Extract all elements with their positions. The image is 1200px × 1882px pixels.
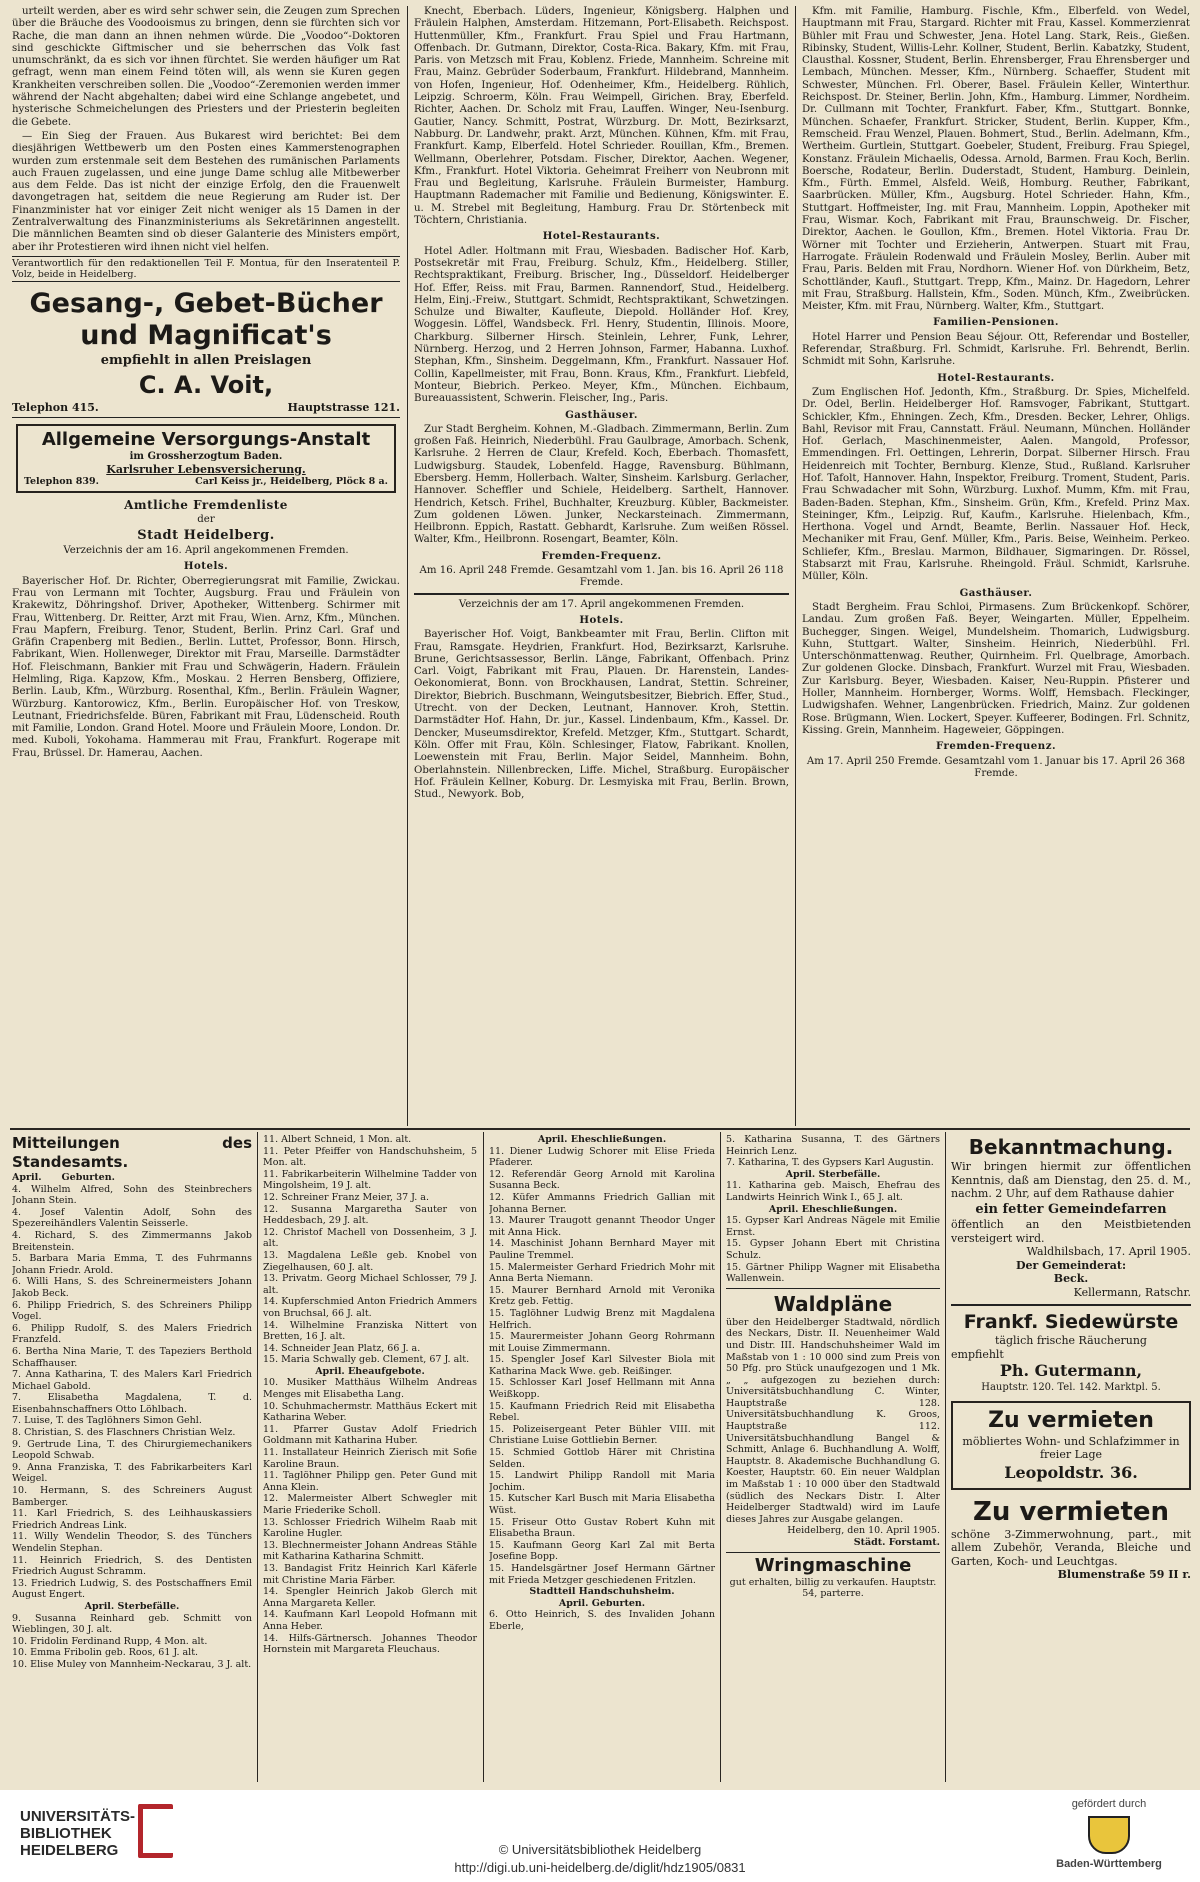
hotel-entries-continued: Knecht, Eberbach. Lüders, Ingenieur, Königsberg. Halphen und Fräulein Halphen, Amsterdam. Hitzemann, Port-Elisabeth. Reichspost. Huttenmüller, Kfm., Frankfurt. Frau Spiel und Frau Hartmann, Offenbach. Dr. Gutmann, Direktor, Costa-Rica. Bakary, Kfm. mit Frau, Paris. von Metzsch mit Frau, Koblenz. Friede, Mannheim. Schreine mit Frau, Mainz. Gebrüder Soderbaum, Frankfurt. Hildebrand, Mannheim. von Hofen, Ingenieur, Hof. Odenheimer, Kfm., Heidelberg. Rühlich, Leipzig. Schroerm, Köln. Frau Weimpell, Girichen. Bray, Eberfeld. Richter, Aachen. Dr. Scholz mit Frau, Lauffen. Winger, Neu-Isenburg. Gautier, Nancy. Schmitt, Postrat, Würzburg. Dr. Mott, Bezirksarzt, Nabburg. Dr. Landwehr, prakt. Arzt, München. Kühnen, Kfm. mit Frau, Frankfurt. Kamp, Elberfeld. Hotel Schrieder. Rouillan, Kfm., Bremen. Wellmann, Oberlehrer, Potsdam. Fischer, Direktor, Aachen. Wegener, Kfm., Frankfurt. Hotel Viktoria. Geheimrat Freiherr von Neubronn mit Frau und Begleitung, Karlsruhe. Fräulein Burmeister, Hamburg. Hauptmann Rademacher mit Familie und Bedienung, Königswinter. E. u. M. Strebel mit Begleitung, Hamburg. Frau Dr. Störtenbeck mit Töchtern, Christiania. [414,6,789,227]
register-entry: 15. Kaufmann Georg Karl Zal mit Berta Josefine Bopp. [489,1539,715,1563]
register-entry: 12. Schreiner Franz Meier, 37 J. a. [263,1191,429,1203]
register-entry: April. Geburten. [558,1597,646,1609]
wringmaschine-title: Wringmaschine [754,1554,912,1576]
register-entry: 11. Willy Wendelin Theodor, S. des Tünchers Wendelin Stephan. [12,1531,252,1554]
register-entry: 15. Schlosser Karl Josef Hellmann mit Anna Weißkopp. [489,1377,715,1401]
register-entry: 12. Küfer Ammanns Friedrich Gallian mit Johanna Berner. [489,1191,715,1215]
ad2-line3: Karlsruher Lebensversicherung. [106,462,306,476]
ad2-title: Allgemeine Versorgungs-Anstalt [41,429,371,451]
register-entry: 12. Susanna Margaretha Sauter von Heddesbach, 29 J. alt. [263,1203,477,1227]
hotels-heading: Hotels. [183,560,229,573]
register-entry: April. Eheschließungen. [537,1134,667,1145]
register-entry: 7. Anna Katharina, T. des Malers Karl Friedrich Michael Gabold. [12,1369,252,1392]
register-entry: 13. Maurer Traugott genannt Theodor Unger mit Anna Hick. [489,1215,715,1238]
register-entry: 14. Wilhelmine Franziska Nittert von Bretten, 16 J. alt. [263,1319,477,1343]
register-entry: 11. Fabrikarbeiterin Wilhelmine Tadder von Mingolsheim, 19 J. alt. [263,1168,477,1192]
column-rule [407,6,408,1126]
list-title: Amtliche Fremdenliste [124,498,288,513]
hotel-entries-3: Kfm. mit Familie, Hamburg. Fischle, Kfm., Elberfeld. von Wedel, Hauptmann mit Frau, Stargard. Richter mit Frau, Kassel. Kommerzienrat Bühler mit Frau und Schwester, Jena. Hotel Lang. Stark, Reis., Gießen. Ribinsky, Student, Willis-Lehr. Kollner, Student, Berlin. Kabatzky, Student, Clausthal. Kossner, Student, Berlin. Ehrensberger, Frau Ehrensberger und Lembach, München. Messer, Kfm., Nürnberg. Schaeffer, Student mit Schwester, München. Frl. Oberer, Basel. Fräulein Keller, Winterthur. Reichspost. Dr. Steiner, Berlin. John, Kfm., Hamburg. Limmer, Nordheim. Dr. Cullmann mit Tochter, Frankfurt. Faber, Kfm., Stuttgart. Bonnke, München. Schaefer, Frankfurt. Stricker, Student, Berlin. Kupper, Kfm., Remscheid. Frau Wenzel, Plauen. Bohmert, Stud., Berlin. Adelmann, Kfm., Wertheim. Gurtlein, Stuttgart. Goebeler, Student, Freiburg. Frau Spiegel, Konstanz. Fräulein Michaelis, Odessa. Arnold, Barmen. Frau Koch, Berlin. Boersche, Rodateur, Berlin. Duderstadt, Student, Hamburg. Deinlein, Kfm., Fürth. Emmel, Alsfeld. Weiß, Homburg. Reuther, Fabrikant, Saarbrücken. Müller, Kfm., Augsburg. Hotel Schrieder. Hahn, Kfm., Stuttgart. Hoffmeister, Ing. mit Frau, Mannheim. Loppin, Apotheker mit Frau, Wismar. Koch, Fabrikant mit Frau, Braunschweig. Dr. Fischer, Direktor, Aachen. le Goullon, Kfm., Bremen. Hotel Viktoria. Frau Dr. Wörner mit Tochter und Erzieherin, Antwerpen. Stuart mit Frau, Harrogate. Fräulein Rodenwald und Fräulein Mosley, Berlin. Auber mit Frau, Paris. Belden mit Frau, Nordhorn. Wiener Hof. von Dürkheim, Betz, Schottländer, Kaufl., Stuttgart. Trepp, Kfm., Mainz. Dr. Hagedorn, Lehrer mit Frau, Straßburg. Hallstein, Kfm., Soden. Münch, Kfm., Zweibrücken. Meister, Kfm. mit Frau, Nürnberg. Walter, Kfm., Stuttgart. [802,6,1190,313]
list-title-der: der [197,514,215,526]
state-name: Baden-Württemberg [1056,1858,1162,1870]
column-rule [945,1132,946,1782]
bekanntmachung-clerk: Kellermann, Ratschr. [1073,1285,1191,1299]
register-entry: 11. Katharina geb. Maisch, Ehefrau des Landwirts Heinrich Wink I., 65 J. alt. [726,1180,940,1203]
column-rule [483,1132,484,1782]
register-entry: 10. Elise Muley von Mannheim-Neckarau, 3 J. alt. [12,1658,252,1670]
register-entry: 14. Kupferschmied Anton Friedrich Ammers von Bruchsal, 66 J. alt. [263,1296,477,1319]
register-entry: 14. Hilfs-Gärtnersch. Johannes Theodor Hornstein mit Margareta Fleuchaus. [263,1632,477,1656]
ad-gesangbuecher [12,284,400,418]
vermieten2-address: Blumenstraße 59 II r. [1057,1568,1191,1581]
register-entry: 5. Barbara Maria Emma, T. des Fuhrmanns Johann Friedr. Arold. [12,1253,252,1276]
hotels2-heading: Hotels. [579,613,624,626]
register-entry: 12. Christof Machell von Dossenheim, 3 J. alt. [263,1226,477,1250]
register-entry: 15. Malermeister Gerhard Friedrich Mohr mit Anna Berta Niemann. [489,1261,715,1285]
register-entry: 8. Christian, S. des Flaschners Christian Welz. [12,1427,236,1439]
register-entry: 15. Landwirt Philipp Randoll mit Maria Jochim. [489,1470,715,1493]
copyright-text: © Universitätsbibliothek Heidelberg [498,1842,702,1857]
register-entry: 10. Hermann, S. des Schreiners August Bamberger. [12,1485,252,1508]
bekanntmachung-text2: öffentlich an den Meistbietenden versteigert wird. [951,1218,1191,1245]
ad-phone: Telephon 415. [12,400,99,414]
siedewuerste-line1: täglich frische Räucherung [995,1334,1147,1347]
standesamt-title: Mitteilungen des Standesamts. [12,1134,252,1171]
ad-address: Hauptstrasse 121. [287,400,400,414]
hotel-entries-2: Bayerischer Hof. Voigt, Bankbeamter mit Frau, Berlin. Clifton mit Frau, Ramsgate. Heydrien, Frankfurt. Hod, Bezirksarzt, Karlsruhe. Brune, Gerichtsassessor, Berlin. Länge, Fabrikant, Offenbach. Prinz Carl. Voigt, Fabrikant mit Frau, Plauen. Dr. Harenstein, Landes-Oekonomierat, Bonn. von Brockhausen, Landrat, Stettin. Schreiner, Direktor, Biebrich. Buschmann, Weingutsbesitzer, Biebrich. Effer, Stud., Utrecht. von der Decken, Leutnant, Hannover. Kroh, Stettin. Darmstädter Hof. Hahn, Dr. jur., Kassel. Lindenbaum, Kfm., Kassel. Dr. Dencker, Museumsdirektor, Krefeld. Metzger, Kfm., Stuttgart. Schardt, Köln. Offer mit Frau, Köln. Schlesinger, Flatow, Fabrikant. Knollen, Loewenstein mit Frau, Berlin. Major Seidel, Mannheim. Bohn, Oberlahnstein. Nillenbrecken, Liffe. Michel, Straßburg. Europäischer Hof. Fräulein Kellner, Koburg. Dr. Lesmyiska mit Frau, Berlin. Brown, Stud., Newyork. Bob, [414,629,789,801]
ad-subline: empfiehlt in allen Preislagen [100,352,312,368]
register-entry: 9. Gertrude Lina, T. des Chirurgiemechanikers Leopold Schwab. [12,1438,252,1462]
register-entry: 14. Maschinist Johann Bernhard Mayer mit Pauline Tremmel. [489,1238,715,1261]
register-entry: 15. Maurer Bernhard Arnold mit Veronika Kretz geb. Fettig. [489,1284,715,1308]
pensionen-entries: Hotel Harrer und Pension Beau Séjour. Ott, Referendar und Bosteller, Referendar, Straßburg. Frl. Schmidt, Karlsruhe. Frl. Behrendt, Berlin. Schmidt mit Sohn, Karlsruhe. [802,331,1190,368]
register-entry: 7. Elisabetha Magdalena, T. d. Eisenbahnschaffners Otto Löhlbach. [12,1392,252,1415]
hotel-entries: Bayerischer Hof. Dr. Richter, Oberregierungsrat mit Familie, Zwickau. Frau von Lermann mit Tochter, Augsburg. Frau und Fräulein von Krakewitz, Döhringshof. Driver, Apotheker, Wittenberg. Schirmer mit Frau, Wittenberg. Dr. Reitter, Arzt mit Frau, Wien. Arnz, Kfm., München. Frau Mapfern, Freiburg. Tenor, Student, Berlin. Prinz Carl. Graf und Gräfin Crapenberg mit Bedien., Berlin. Luttet, Professor, Bonn. Hirsch, Fabrikant, Wien. Hollenweger, Direktor mit Frau, Marseille. Darmstädter Hof. Fleischmann, Bankier mit Frau und Schwägerin, Hadern. Fräulein Helmling, Riga. Kapzow, Kfm., Moskau. 2 Herren Bensberg, Offiziere, Berlin. Laub, Kfm., Würzburg. Rosenthal, Kfm., Berlin. Fräulein Wagner, Würzburg. Kantorowicz, Kfm., Berlin. Europäischer Hof. von Treskow, Leutnant, Friedrichsfelde. Büren, Fabrikant mit Frau, Lüdenscheid. Routh mit Familie, London. Grand Hotel. Moore und Fräulein Moore, London. Dr. med. Kuboli, Yokohama. Hammerau mit Frau, Frankfurt. Rogerape mit Frau, Brüssel. Dr. Hamerau, Aachen. [12,575,400,759]
waldplaene-text: über den Heidelberger Stadtwald, nördlich des Neckars, Distr. II. Neuenheimer Wald und Distr. III. Handschuhsheimer Wald im Maßstab von 1 : 10 000 sind zum Preis von 50 Pfg. pro Stück unaufgezogen und 1 Mk. „ „ aufgezogen zu beziehen durch: Universitätsbuchhandlung C. Winter, Hauptstraße 128. Universitätsbuchhandlung K. Groos, Hauptstraße 112. Universitätsbuchhandlung Bangel & Schmitt, Anlage 6. Buchhandlung A. Wolff, Hauptstr. 8. Akademische Buchhandlung G. Koester, Hauptstr. 60. Ein neuer Waldplan im Maßstab 1 : 10 000 über den Stadtwald (südlich des Neckars Distr. I. Alter Heidelberger Stadtwald) wird im Laufe dieses Jahres zur Ausgabe gelangen. [726,1316,940,1525]
restaurant3-entries: Zum Englischen Hof. Jedonth, Kfm., Straßburg. Dr. Spies, Michelfeld. Dr. Odel, Berlin. Heidelberger Hof. Ramsvoger, Fabrikant, Stuttgart. Schickler, Kfm., Ehningen. Zech, Kfm., Dresden. Becker, Lehrer, Ohligs. Bahl, Revisor mit Frau, Cannstatt. Fräul. Neumann, München. Holländer Hof. Gerlach, Maschinenmeister, Aalen. Mangold, Professor, Emmendingen. Frl. Oettingen, Lehrerin, Dorpat. Silberner Hirsch. Frau Heidenreich mit Tochter, Bernburg. Klenze, Stud., Rußland. Karlsruher Hof. Tafolt, Hannover. Hahn, Inspektor, Freiburg. Troment, Student, Paris. Frau Schwadacher mit Sohn, Würzburg. Luxhof. Mumm, Kfm. mit Frau, Baden-Baden. Stephan, Kfm., Sinsheim. Grün, Kfm., Krefeld. Prinz Max. Steininger, Kfm., Leipzig. Ruf, Kaufm., Karlsruhe. Hielenbach, Kfm., Herthona. Vogel und Arndt, Beamte, Berlin. Nassauer Hof. Heck, Mechaniker mit Frau, Genf. Müller, Kfm., Paris. Beise, Weinheim. Perkeo. Schliefer, Kfm., Breslau. Marmon, Bildhauer, Sigmaringen. Dr. Rössel, Stabsarzt mit Frau, Karlsruhe. Rheingold. Fräul. Schmidt, Karlsruhe. Müller, Köln. [802,386,1190,583]
gasthauser3-entries: Stadt Bergheim. Frau Schloi, Pirmasens. Zum Brückenkopf. Schörer, Landau. Zum großen Faß. Beyer, Weingarten. Müller, Eppelheim. Buchegger, Singen. Weigel, Mundelsheim. Thomarich, Ludwigsburg. Kuhn, Stuttgart. Walter, Sinsheim. Heinrich, Niederbühl. Frl. Unterschönmattenwag. Reuther, Quirnheim. Frl. Quelbrage, Amorbach. Zur goldenen Glocke. Dinsbach, Frankfurt. Wurzel mit Frau, Wiesbaden. Zur Karlsburg. Beyer, Wiesbaden. Kaiser, Neu-Ruppin. Pfisterer und Holler, Mannheim. Hornberger, Worms. Wolff, Hemsbach. Fleckinger, Ludwigshafen. Wehner, Langenbrücken. Friedrich, Mainz. Zur goldenen Rose. Brügmann, Wien. Lockert, Speyer. Kuffeerer, Bodingen. Frl. Schnitz, Kissing. Grein, Mannheim. Hageweier, Göppingen. [802,601,1190,736]
column-1 [12,6,400,1124]
ad2-agent: Carl Keiss jr., Heidelberg, Plöck 8 a. [195,475,388,487]
register-entry: 15. Gärtner Philipp Wagner mit Elisabetha Wallenwein. [726,1261,940,1285]
frequency3-heading: Fremden-Frequenz. [935,740,1057,753]
register-entry: 5. Katharina Susanna, T. des Gärtners Heinrich Lenz. [726,1134,940,1157]
frequency-text: Am 16. April 248 Fremde. Gesamtzahl vom 1. Jan. bis 16. April 26 118 Fremde. [414,565,789,595]
restaurants-heading: Hotel-Restaurants. [542,230,661,243]
register-entry: 15. Gypser Johann Ebert mit Christina Schulz. [726,1238,940,1261]
register-entry: 13. Bandagist Fritz Heinrich Karl Käferle mit Christine Maria Färber. [263,1562,477,1586]
permalink-url[interactable]: http://digi.ub.uni-heidelberg.de/diglit/hdz1905/0831 [454,1860,746,1875]
register-entry: 10. Fridolin Ferdinand Rupp, 4 Mon. alt. [12,1635,208,1647]
register-entry: 15. Polizeisergeant Peter Bühler VIII. mit Christiane Luise Gottliebin Berner. [489,1423,715,1447]
restaurant-entries: Hotel Adler. Holtmann mit Frau, Wiesbaden. Badischer Hof. Karb, Postsekretär mit Frau, Freiburg. Schulz, Kfm., Heidelberg. Stiller, Rechtspraktikant, Freiburg. Brischer, Ing., Düsseldorf. Heidelberger Hof. Effer, Reiss. mit Frau, Barmen. Rannendorf, Stud., Heidelberg. Helm, Einj.-Freiw., Stuttgart. Schmidt, Rechtspraktikant, Schwetzingen. Schulze und Biwalter, Kaufleute, Diepold. Holländer Hof. Krey, Woggesin. Löffel, Wandsbeck. Frl. Henry, Studentin, Illinois. Moore, Charkburg. Silberner Hirsch. Steinlein, Lehrer, Funk, Lehrer, Nürnberg. Herzog, und 2 Herren Johnson, Farmer, Habanna. Luxhof. Stephan, Kfm., Sinsheim. Deggelmann, Kfm., Frankfurt. Nassauer Hof. Collin, Kapellmeister, mit Frau, Bonn. Kraus, Kfm., Frankfurt. Liebfeld, Monteur, Biebrich. Perkeo. Meyer, Kfm., München. Eichbaum, Bureauassistent, Schwerin. Fleischer, Ing., Paris. [414,245,789,405]
ad-versorgungs-anstalt [16,424,396,493]
siedewuerste-address: Hauptstr. 120. Tel. 142. Marktpl. 5. [981,1382,1161,1393]
frequency-heading: Fremden-Frequenz. [541,549,662,562]
register-entry: April. Eheaufgebote. [315,1365,425,1377]
register-entry: 13. Schlosser Friedrich Wilhelm Raab mit Karoline Hugler. [263,1516,477,1540]
funding-badge [1050,1798,1168,1870]
register-entry: 11. Peter Pfeiffer von Handschuhsheim, 5 Mon. alt. [263,1145,477,1169]
register-entry: 13. Blechnermeister Johann Andreas Stähle mit Katharina Katharina Schmitt. [263,1539,477,1563]
register-entry: 15. Spengler Josef Karl Silvester Biola mit Katharina Mack Wwe. geb. Reißinger. [489,1354,715,1377]
gasthauser3-heading: Gasthäuser. [959,586,1033,599]
article-continuation: urteilt werden, aber es wird sehr schwer sein, die Zeugen zum Sprechen über die Bräuche des Voodooismus zu bringen, denn sie fürchten sich vor Rache, die man dann an ihnen nehmen würde. Die „Voodoo“-Doktoren sind geschickte Giftmischer und sie beherrschen das Volk fast unumschränkt, da es sich vor ihnen fürchtet. Sie werden häufiger um Rat gefragt, wenn man einem Feind töten will, als wenn sie Kuren gegen Krankheiten verschreiben sollen. Die „Voodoo“-Zeremonien werden immer während der Nacht abgehalten; dabei wird eine Schlange angebetet, und hysterische Schmeichelungen des Priesters und der Priesterin begleiten die Gebete. [12,6,400,128]
register-entry: 6. Philipp Rudolf, S. des Malers Friedrich Franzfeld. [12,1322,252,1346]
births-list [12,1184,252,1671]
register-entry: 4. Wilhelm Alfred, Sohn des Steinbrechers Johann Stein. [12,1183,252,1207]
register-entry: 11. Heinrich Friedrich, S. des Dentisten Friedrich August Schramm. [12,1554,252,1578]
funded-by-text: gefördert durch [1071,1798,1147,1810]
register-entry: 13. Friedrich Ludwig, S. des Postschaffners Emil August Engert. [12,1577,252,1601]
gasthauser-heading: Gasthäuser. [565,408,638,421]
bekanntmachung-name: Beck. [1053,1272,1089,1285]
standesamt-column-b [263,1134,477,1782]
column-e [951,1134,1191,1782]
section-rule [10,1128,1190,1130]
register-entry: Stadtteil Handschuhsheim. [529,1586,675,1598]
ad2-phone: Telephon 839. [24,475,99,487]
coat-of-arms-icon [1088,1816,1130,1854]
bekanntmachung-text: Wir bringen hiermit zur öffentlichen Kenntnis, daß am Dienstag, den 25. d. M., nachm. 2 Uhr, auf dem Rathause dahier [951,1160,1191,1200]
column-rule [720,1132,721,1782]
register-entry: 9. Susanna Reinhard geb. Schmitt von Wieblingen, 30 J. alt. [12,1612,252,1636]
register-entry: 14. Kaufmann Karl Leopold Hofmann mit Anna Heber. [263,1609,477,1632]
register-entry: 10. Musiker Matthäus Wilhelm Andreas Menges mit Elisabetha Lang. [263,1377,477,1401]
waldplaene-sign: Städt. Forstamt. [853,1537,940,1548]
column-rule [795,6,796,1126]
register-entry: 14. Schneider Jean Platz, 66 J. a. [263,1342,421,1354]
register-entry: 4. Richard, S. des Zimmermanns Jakob Breitenstein. [12,1229,252,1253]
geburten-heading: Geburten. [61,1172,115,1183]
register-entry: 12. Referendär Georg Arnold mit Karolina Susanna Beck. [489,1168,715,1192]
column-rule [257,1132,258,1782]
month-label: April. [12,1172,42,1183]
frequency3-text: Am 17. April 250 Fremde. Gesamtzahl vom 1. Januar bis 17. April 26 368 Fremde. [806,755,1186,779]
column-d [726,1134,940,1782]
list-subtitle: Verzeichnis der am 16. April angekommenen Fremden. [63,545,349,557]
library-name-1: UNIVERSITÄTS- [20,1808,136,1825]
pensionen-heading: Familien-Pensionen. [933,316,1059,329]
bekanntmachung-item: ein fetter Gemeindefarren [975,1201,1167,1217]
marriages-list [489,1134,715,1633]
register-entry: 15. Maria Schwally geb. Clement, 67 J. alt. [263,1354,470,1366]
responsible-editors: Verantwortlich für den redaktionellen Teil F. Montua, für den Inseratenteil P. Volz, beide in Heidelberg. [12,257,400,280]
list2-subtitle: Verzeichnis der am 17. April angekommenen Fremden. [458,598,745,610]
vermieten2-title: Zu vermieten [972,1496,1170,1527]
register-entry: 15. Maurermeister Johann Georg Rohrmann mit Louise Zimmermann. [489,1331,715,1354]
column-2 [414,6,789,1124]
ad-title-line1: Gesang-, Gebet-Bücher [29,287,383,319]
register-entry: April. Sterbefälle. [785,1168,881,1180]
register-entry: 11. Karl Friedrich, S. des Leihhauskassiers Friedrich Andreas Link. [12,1508,252,1531]
register-entry: 11. Pfarrer Gustav Adolf Friedrich Goldmann mit Katharina Huber. [263,1423,477,1447]
register-entry: 14. Spengler Heinrich Jakob Glerch mit Anna Margareta Keller. [263,1586,477,1609]
register-entry: 13. Privatm. Georg Michael Schlosser, 79 J. alt. [263,1273,477,1296]
register-entry: 7. Katharina, T. des Gypsers Karl Augustin. [726,1157,934,1169]
siedewuerste-title: Frankf. Siedewürste [963,1311,1179,1333]
handschuhsheim-list [726,1134,940,1285]
register-entry: 15. Gypser Karl Andreas Nägele mit Emilie Ernst. [726,1215,940,1238]
library-name-3: HEIDELBERG [20,1842,119,1859]
register-entry: 11. Albert Schneid, 1 Mon. alt. [263,1134,412,1145]
vermieten2-text: schöne 3-Zimmerwohnung, part., mit allem Zubehör, Veranda, Bleiche und Garten, Koch- und Leuchtgas. [951,1527,1191,1568]
register-entry: 6. Philipp Friedrich, S. des Schreiners Philipp Vogel. [12,1299,252,1323]
register-entry: 15. Kutscher Karl Busch mit Maria Elisabetha Wüst. [489,1493,715,1516]
vermieten1-title: Zu vermieten [988,1407,1154,1433]
wringmaschine-text: gut erhalten, billig zu verkaufen. Hauptstr. 54, parterre. [729,1576,937,1600]
bekanntmachung-title: Bekanntmachung. [968,1135,1174,1159]
register-entry: 13. Magdalena Leßle geb. Knobel von Ziegelhausen, 60 J. alt. [263,1249,477,1273]
restaurants3-heading: Hotel-Restaurants. [937,371,1055,384]
register-entry: 11. Installateur Heinrich Zierisch mit Sofie Karoline Braun. [263,1447,477,1470]
waldplaene-date: Heidelberg, den 10. April 1905. [787,1525,940,1537]
gasthauser-entries: Zur Stadt Bergheim. Kohnen, M.-Gladbach. Zimmermann, Berlin. Zum großen Faß. Heinrich, Niederbühl. Frau Gaulbrage, Amorbach. Schenk, Karlsruhe. 2 Herren de Claur, Krefeld. Koch, Eberbach. Thomasfett, Ludwigsburg. Staudek, Lobenfeld. Hagge, Ravensburg. Bühlmann, Ebersberg. Hemm, Hollerbach. Walter, Sinsheim. Karlsburg. Gerlacher, Hannover. Scheffler und Schiele, Heidelberg. Sarthelt, Hannover. Hendrich, Ketsch. Frihel, Buchhalter, Kreuzburg. Kübler, Backmeister. Zum goldenen Löwen. Junker, Neckarsteinach. Zimmermann, Heilbronn. Eppich, Rastatt. Gebhardt, Karlsruhe. Zum weißen Rössel. Walter, Kfm., Heilbronn. Rosengart, Beamter, Köln. [414,423,789,546]
vermieten1-address: Leopoldstr. 36. [1004,1462,1138,1482]
register-entry: 10. Schuhmachermstr. Matthäus Eckert mit Katharina Weber. [263,1400,477,1424]
ad2-line2: im Grossherzogtum Baden. [129,451,283,463]
siedewuerste-line2: empfiehlt [951,1347,1004,1361]
register-entry: 7. Luise, T. des Taglöhners Simon Gehl. [12,1415,202,1427]
register-entry: 15. Taglöhner Ludwig Brenz mit Magdalena Helfrich. [489,1307,715,1331]
register-entry: 9. Anna Franziska, T. des Fabrikarbeiters Karl Weigel. [12,1461,252,1485]
register-entry: 15. Handelsgärtner Josef Hermann Gärtner mit Frieda Metzger geschiedenen Fritzlen. [489,1562,715,1586]
bekanntmachung-date: Waldhilsbach, 17. April 1905. [1026,1245,1191,1258]
vermieten1-text: möbliertes Wohn- und Schlafzimmer in freier Lage [962,1434,1180,1461]
register-entry: 15. Schmied Gottlob Härer mit Christina Selden. [489,1447,715,1470]
register-entry: 15. Kaufmann Friedrich Reid mit Elisabetha Rebel. [489,1400,715,1424]
register-entry: 11. Diener Ludwig Schorer mit Elise Frieda Pfaderer. [489,1145,715,1169]
register-entry: 6. Otto Heinrich, S. des Invaliden Johann Eberle, [489,1609,715,1632]
siedewuerste-name: Ph. Gutermann, [999,1361,1143,1380]
column-3 [802,6,1190,1124]
register-entry: 12. Malermeister Albert Schwegler mit Marie Friederike Scholl. [263,1493,477,1516]
deaths-and-banns-list [263,1134,477,1656]
ad-seller-name: C. A. Voit, [138,370,274,399]
register-entry: 11. Taglöhner Philipp gen. Peter Gund mit Anna Klein. [263,1470,477,1493]
standesamt-column-a [12,1134,252,1782]
register-entry: April. Sterbefälle. [84,1600,180,1612]
ad-title-line2: und Magnificat's [80,319,332,351]
waldplaene-title: Waldpläne [773,1291,893,1316]
register-entry: April. Eheschließungen. [768,1203,898,1215]
register-entry: 6. Bertha Nina Marie, T. des Tapeziers Berthold Schaffhauser. [12,1345,252,1369]
standesamt-column-c [489,1134,715,1782]
register-entry: 15. Friseur Otto Gustav Robert Kuhn mit Elisabetha Braun. [489,1516,715,1540]
register-entry: 6. Willi Hans, S. des Schreinermeisters Johann Jakob Beck. [12,1276,252,1299]
article-sieg-der-frauen: — Ein Sieg der Frauen. Aus Bukarest wird berichtet: Bei dem diesjährigen Wettbewerb um den Posten eines Kammerstenographen wurden zum erstenmale seit dem Bestehen des rumänischen Parlaments auch Frauen zugelassen, und eine junge Dame schlug alle Mitbewerber aus dem Felde. Das ist nicht der einzige Erfolg, den die Frauenwelt davongetragen hat, seitdem die neue Regierung am Ruder ist. Der Finanzminister hat vor einiger Zeit nicht weniger als 15 Damen in der Zentralverwaltung des Finanzministeriums als Sekretärinnen angestellt. Die männlichen Beamten sind ob dieser Galanterie des Ministers empört, aber ihr Protestieren wird ihnen nicht viel helfen. [12,130,400,253]
list-city: Stadt Heidelberg. [137,527,275,543]
library-footer [0,1790,1200,1882]
library-name-2: BIBLIOTHEK [20,1825,112,1842]
register-entry: 4. Josef Valentin Adolf, Sohn des Spezereihändlers Valentin Seisserle. [12,1206,252,1230]
register-entry: 10. Emma Fribolin geb. Roos, 61 J. alt. [12,1647,199,1659]
bekanntmachung-council: Der Gemeinderat: [1015,1258,1127,1272]
